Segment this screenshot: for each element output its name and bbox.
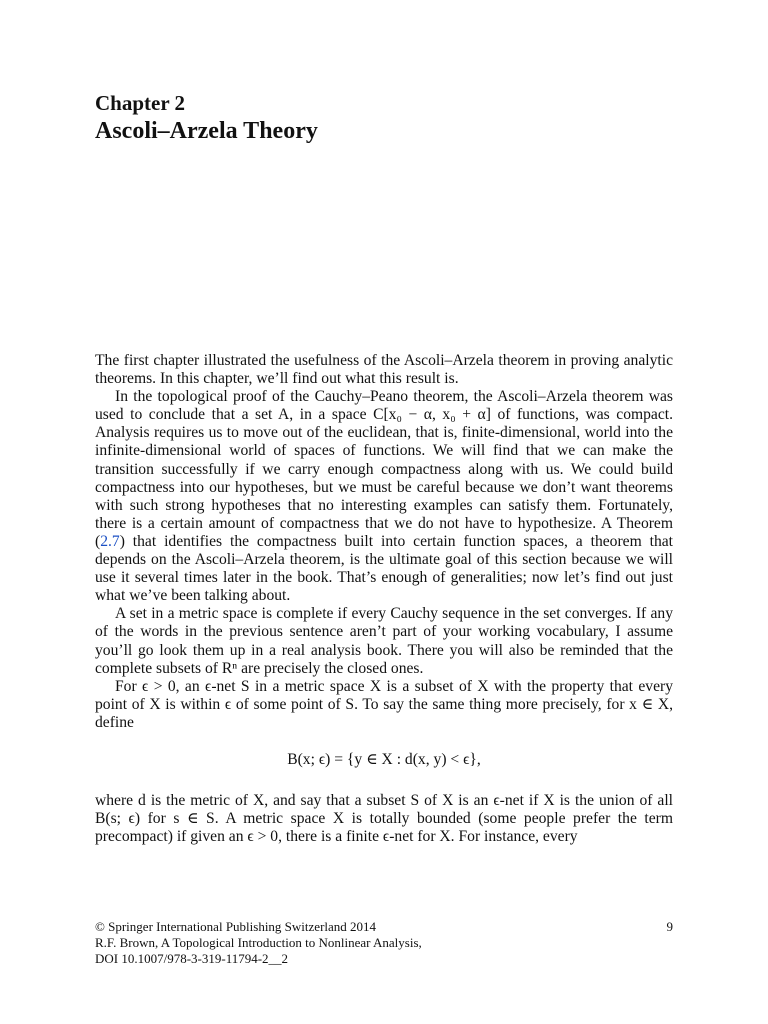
paragraph-complete: A set in a metric space is complete if every Cauchy sequence in the set converges. If any of the words in the previous sentence aren’t part of your working vocabulary, I assume you’ll go look them up in a real analysis book. There you will also be reminded that the complete subsets of Rⁿ are precisely the closed ones.: [95, 605, 673, 677]
copyright-line: © Springer International Publishing Switzerland 2014: [95, 919, 377, 934]
paragraph-cauchy-peano: [95, 388, 673, 605]
chapter-title: Ascoli–Arzela Theory: [95, 118, 318, 144]
paragraph-intro: The first chapter illustrated the usefulness of the Ascoli–Arzela theorem in proving analytic theorems. In this chapter, we’ll find out what this result is.: [95, 352, 673, 388]
paragraph-epsilon-net: For ϵ > 0, an ϵ-net S in a metric space X is a subset of X with the property that every point of X is within ϵ of some point of S. To say the same thing more precisely, for x ∈ X, define: [95, 677, 673, 731]
chapter-number: Chapter 2: [95, 91, 186, 115]
body-text: [95, 352, 673, 846]
page-footer: [95, 919, 673, 967]
paragraph-cauchy-peano-text-b: ) that identifies the compactness built into certain function spaces, a theorem that depends on the Ascoli–Arzela theorem, is the ultimate goal of this section because we will use it several times later in the book. That’s enough of generalities; now let’s find out just what we’ve been talking about.: [95, 532, 673, 605]
theorem-reference-link[interactable]: 2.7: [100, 532, 120, 550]
display-equation: B(x; ϵ) = {y ∈ X : d(x, y) < ϵ},: [287, 750, 481, 768]
page-number: 9: [666, 919, 673, 934]
doi-line: DOI 10.1007/978-3-319-11794-2__2: [95, 951, 289, 966]
paragraph-totally-bounded: where d is the metric of X, and say that a subset S of X is an ϵ-net if X is the union of all B(s; ϵ) for s ∈ S. A metric space X is totally bounded (some people prefer the term precompact) if given an ϵ > 0, there is a finite ϵ-net for X. For instance, every: [95, 792, 673, 846]
citation-line: R.F. Brown, A Topological Introduction to Nonlinear Analysis,: [95, 935, 422, 950]
paragraph-cauchy-peano-text-a: In the topological proof of the Cauchy–Peano theorem, the Ascoli–Arzela theorem was used to conclude that a set A, in a space C[x₀ − α, x₀ + α] of functions, was compact. Analysis requires us to move out of the euclidean, that is, finite-dimensional, world into the infinite-dimensional world of spaces of functions. We will find that we can make the transition successfully if we carry enough compactness along with us. We could build compactness into our hypotheses, but we must be careful because we don’t want theorems with such strong hypotheses that no interesting examples can satisfy them. Fortunately, there is a certain amount of compactness that we do not have to hypothesize. A Theorem (: [95, 388, 673, 550]
